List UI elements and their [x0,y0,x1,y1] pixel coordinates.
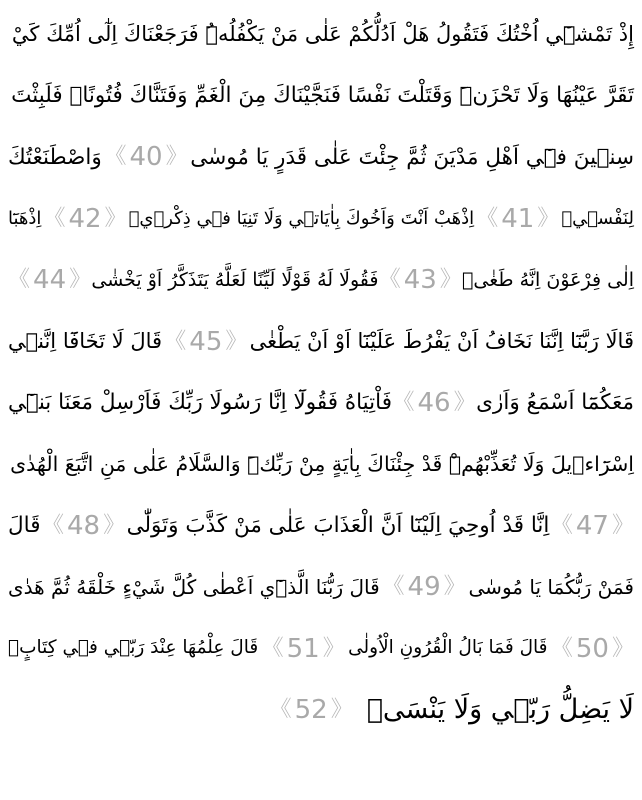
ayah-ornament-right-icon: 》 [439,267,462,293]
verse-text: اِذْهَبَٓا [8,207,42,229]
verse-text: إِذْ تَمْشٖٓي اُخْتُكَ فَتَقُولُ هَلْ اَدُلُّكُمْ عَلٰى مَنْ يَكْفُلُهُۜ فَرَجَعْنَاكَ اِلٰٓى اُمِّكَ كَيْ [11,22,634,47]
ayah-number-marker [378,265,462,296]
verse-text: اِسْرَٓاءٖيلَ وَلَا تُعَذِّبْهُمْۜ قَدْ جِئْنَاكَ بِاٰيَةٍ مِنْ رَبِّكَۜ وَالسَّلَامُ عَلٰى مَنِ اتَّبَعَ الْهُدٰى [10,452,634,477]
ayah-ornament-right-icon: 》 [225,328,248,354]
ayah-ornament-right-icon: 》 [104,205,127,231]
text-line [8,4,634,65]
ayah-ornament-right-icon: 》 [165,144,188,170]
ayah-ornament-left-icon: 《 [269,696,292,722]
text-line [8,679,634,740]
ayah-number-marker [392,388,476,419]
text-line [8,127,634,188]
ayah-number: 43 [403,265,437,296]
verse-text: فَقُولَا لَهُ قَوْلًا لَيِّنًا لَعَلَّهُ يَتَذَكَّرُ اَوْ يَخْشٰى [91,268,379,291]
ayah-number: 40 [129,142,163,173]
ayah-number: 48 [66,510,101,541]
text-line [8,311,634,372]
ayah-ornament-left-icon: 《 [476,205,499,231]
verse-text: وَاصْطَنَعْتُكَ [8,144,102,170]
ayah-ornament-left-icon: 《 [43,205,66,231]
ayah-ornament-right-icon: 》 [330,696,353,722]
verse-text: قَالَ فَمَا بَالُ الْقُرُونِ الْاُولٰى [348,637,548,659]
ayah-number-marker [164,326,248,357]
ayah-ornament-right-icon: 》 [443,574,466,600]
ayah-ornament-left-icon: 《 [378,267,401,293]
ayah-number: 44 [33,265,67,296]
verse-text: قَالَا رَبَّنَٓا اِنَّنَا نَخَافُ اَنْ يَفْرُطَ عَلَيْنَٓا اَوْ اَنْ يَطْغٰى [249,329,634,354]
ayah-ornament-left-icon: 《 [382,574,405,600]
ayah-number-marker [8,265,92,296]
ayah-number-marker [476,203,560,234]
verse-text: اِذْهَبْ اَنْتَ وَاَخُوكَ بِاٰيَاتٖي وَلَا تَنِيَا فٖي ذِكْرٖيۚ [128,207,475,229]
ayah-ornament-left-icon: 《 [104,144,127,170]
ayah-ornament-right-icon: 》 [322,635,345,661]
ayah-number-marker [550,510,634,541]
verse-text: قَالَ لَا تَخَافَٓا اِنَّنٖي [8,329,163,354]
verse-text: قَالَ رَبُّنَا الَّذٖٓي اَعْطٰى كُلَّ شَيْءٍ خَلْقَهُ ثُمَّ هَدٰى [8,575,380,600]
ayah-number: 42 [68,203,102,234]
verse-text: لَا يَضِلُّ رَبّٖي وَلَا يَنْسَىۘ [366,694,634,726]
text-line [8,618,634,679]
ayah-number: 51 [286,633,320,664]
ayah-number-marker [43,203,127,234]
ayah-number-marker [261,633,345,664]
ayah-ornament-left-icon: 《 [8,267,31,293]
ayah-ornament-left-icon: 《 [164,328,187,354]
ayah-ornament-right-icon: 》 [453,390,476,416]
ayah-number-marker [104,142,188,173]
ayah-number: 52 [294,694,328,725]
ayah-number: 50 [575,633,609,664]
verse-text: تَقَرَّ عَيْنُهَا وَلَا تَحْزَنَۜ وَقَتَلْتَ نَفْسًا فَنَجَّيْنَاكَ مِنَ الْغَمِّ وَفَتَنَّاكَ فُتُونًاۜ فَلَبِثْتَ [11,83,634,109]
ayah-number-marker [550,633,634,664]
verse-text: سِنٖينَ فٖٓي اَهْلِ مَدْيَنَ ثُمَّ جِئْتَ عَلٰى قَدَرٍ يَا مُوسٰى [190,144,634,170]
verse-text: لِنَفْسٖيۚ [561,207,634,229]
text-line [8,557,634,618]
ayah-number: 46 [417,388,451,419]
text-line [8,65,634,126]
ayah-number: 45 [189,326,223,357]
text-line [8,250,634,311]
ayah-ornament-right-icon: 》 [537,205,560,231]
ayah-ornament-left-icon: 《 [261,635,284,661]
ayah-number: 41 [501,203,535,234]
ayah-ornament-left-icon: 《 [392,390,415,416]
ayah-number: 47 [575,510,609,541]
verse-text: فَاْتِيَاهُ فَقُولَٓا اِنَّا رَسُولَا رَبِّكَ فَاَرْسِلْ مَعَنَا بَنٖٓي [8,390,392,416]
ayah-number-marker [269,694,353,725]
ayah-ornament-right-icon: 》 [103,512,126,538]
ayah-ornament-left-icon: 《 [550,635,573,661]
ayah-number-marker [382,572,466,603]
verse-text: قَالَ عِلْمُهَا عِنْدَ رَبّٖي فٖي كِتَابٍۚ [8,637,259,659]
ayah-ornament-left-icon: 《 [41,512,64,538]
ayah-ornament-right-icon: 》 [611,635,634,661]
ayah-ornament-right-icon: 》 [611,512,634,538]
ayah-number-marker [41,510,126,541]
text-line [8,434,634,495]
verse-text: فَمَنْ رَبُّكُمَا يَا مُوسٰى [468,575,634,600]
text-line [8,372,634,433]
verse-text: اِنَّا قَدْ اُوحِيَ اِلَيْنَٓا اَنَّ الْعَذَابَ عَلٰى مَنْ كَذَّبَ وَتَوَلّٰى [126,513,550,539]
verse-text: قَالَ [8,513,41,539]
verse-text: اِلٰى فِرْعَوْنَ اِنَّهُ طَغٰىۚ [462,268,634,291]
text-line [8,495,634,556]
ayah-ornament-right-icon: 》 [69,267,92,293]
verse-text: مَعَكُمَٓا اَسْمَعُ وَاَرٰى [476,390,634,416]
ayah-number: 49 [407,572,441,603]
text-line [8,188,634,249]
ayah-ornament-left-icon: 《 [550,512,573,538]
